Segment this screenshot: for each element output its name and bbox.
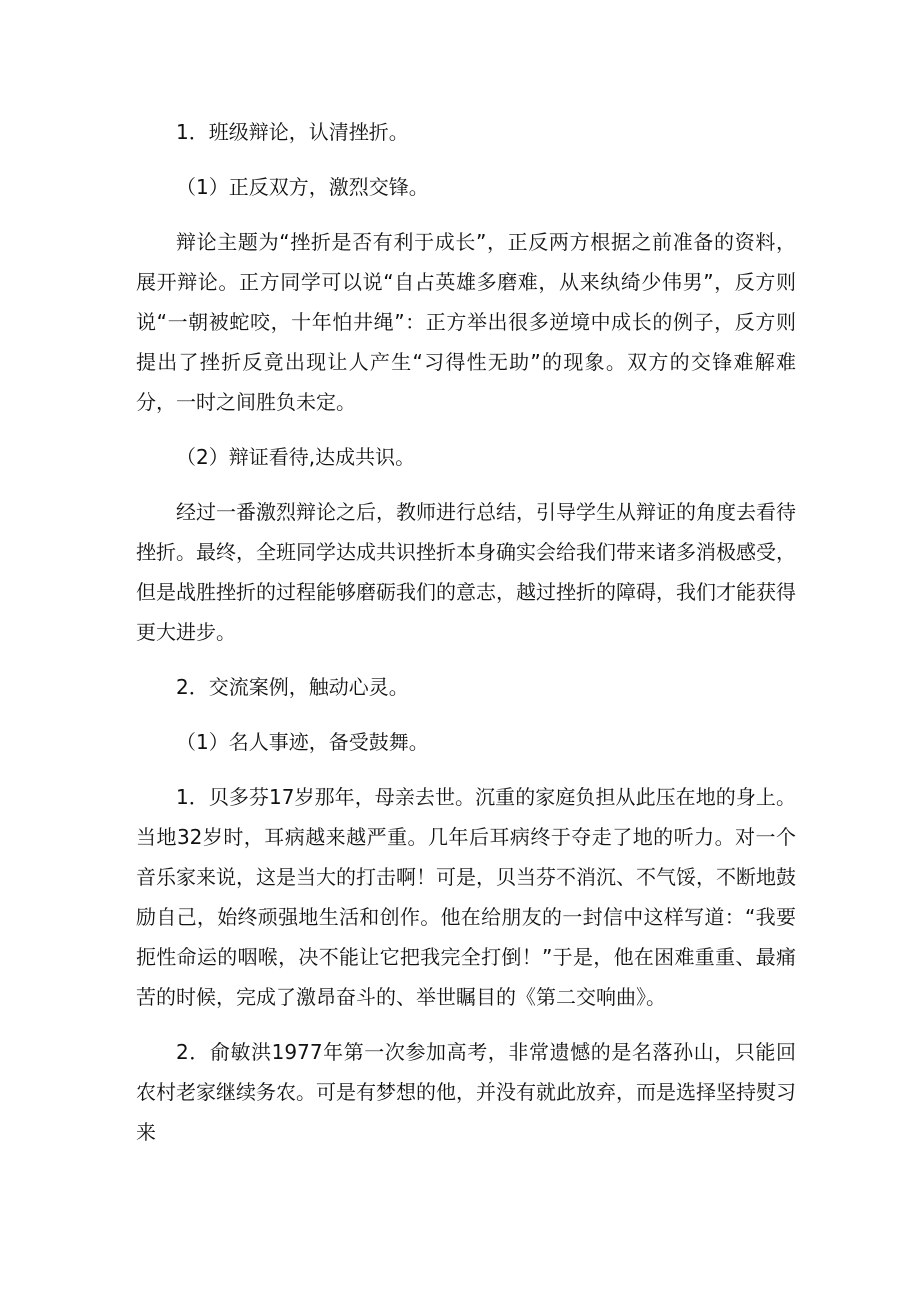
subsection-heading-1-2: （2）辩证看待,达成共识。 [176, 445, 416, 469]
section-heading-1: 1．班级辩论，认清挫折。 [176, 120, 409, 144]
document-body [136, 112, 796, 1167]
section-heading-2: 2．交流案例，触动心灵。 [176, 675, 409, 699]
paragraph-debate: 辩论主题为“挫折是否有利于成长”，正反两方根据之前准备的资料，展开辩论。正方同学可以说“自占英雄多磨难，从来纨绮少伟男”，反方则说“一朝被蛇咬，十年怕井绳”：正方举出很多逆境中成长的例子，反方则提出了挫折反竟出现让人产生“习得性无助”的现象。双方的交锋难解难分，一时之间胜负未定。 [136, 230, 796, 414]
paragraph-yu-minhong: 2．俞敏洪1977年第一次参加高考，非常遗憾的是名落孙山，只能回农村老家继续务农。可是有梦想的他，并没有就此放弃，而是选择坚持熨习来 [136, 1040, 796, 1144]
paragraph-beethoven: 1．贝多芬17岁那年，母亲去世。沉重的家庭负担从此压在地的身上。当地32岁时，耳病越来越严重。几年后耳病终于夺走了地的听力。对一个音乐家来说，这是当大的打击啊！可是，贝当芬不消沉、不气馁，不断地鼓励自己，始终顽强地生活和创作。他在给朋友的一封信中这样写道：“我要扼性命运的咽喉，决不能让它把我完全打倒！”于是，他在困难重重、最痛苦的时候，完成了激昂奋斗的、举世瞩目的《第二交响曲》。 [136, 785, 796, 1009]
subsection-heading-2-1: （1）名人事迹，备受鼓舞。 [176, 730, 429, 754]
subsection-heading-1-1: （1）正反双方，激烈交锋。 [176, 175, 429, 199]
paragraph-consensus: 经过一番激烈辩论之后，教师进行总结，引导学生从辩证的角度去看待挫折。最终，全班同学达成共识挫折本身确实会给我们带来诸多消极感受，但是战胜挫折的过程能够磨砺我们的意志，越过挫折的障碍，我们才能获得更大进步。 [136, 500, 796, 644]
